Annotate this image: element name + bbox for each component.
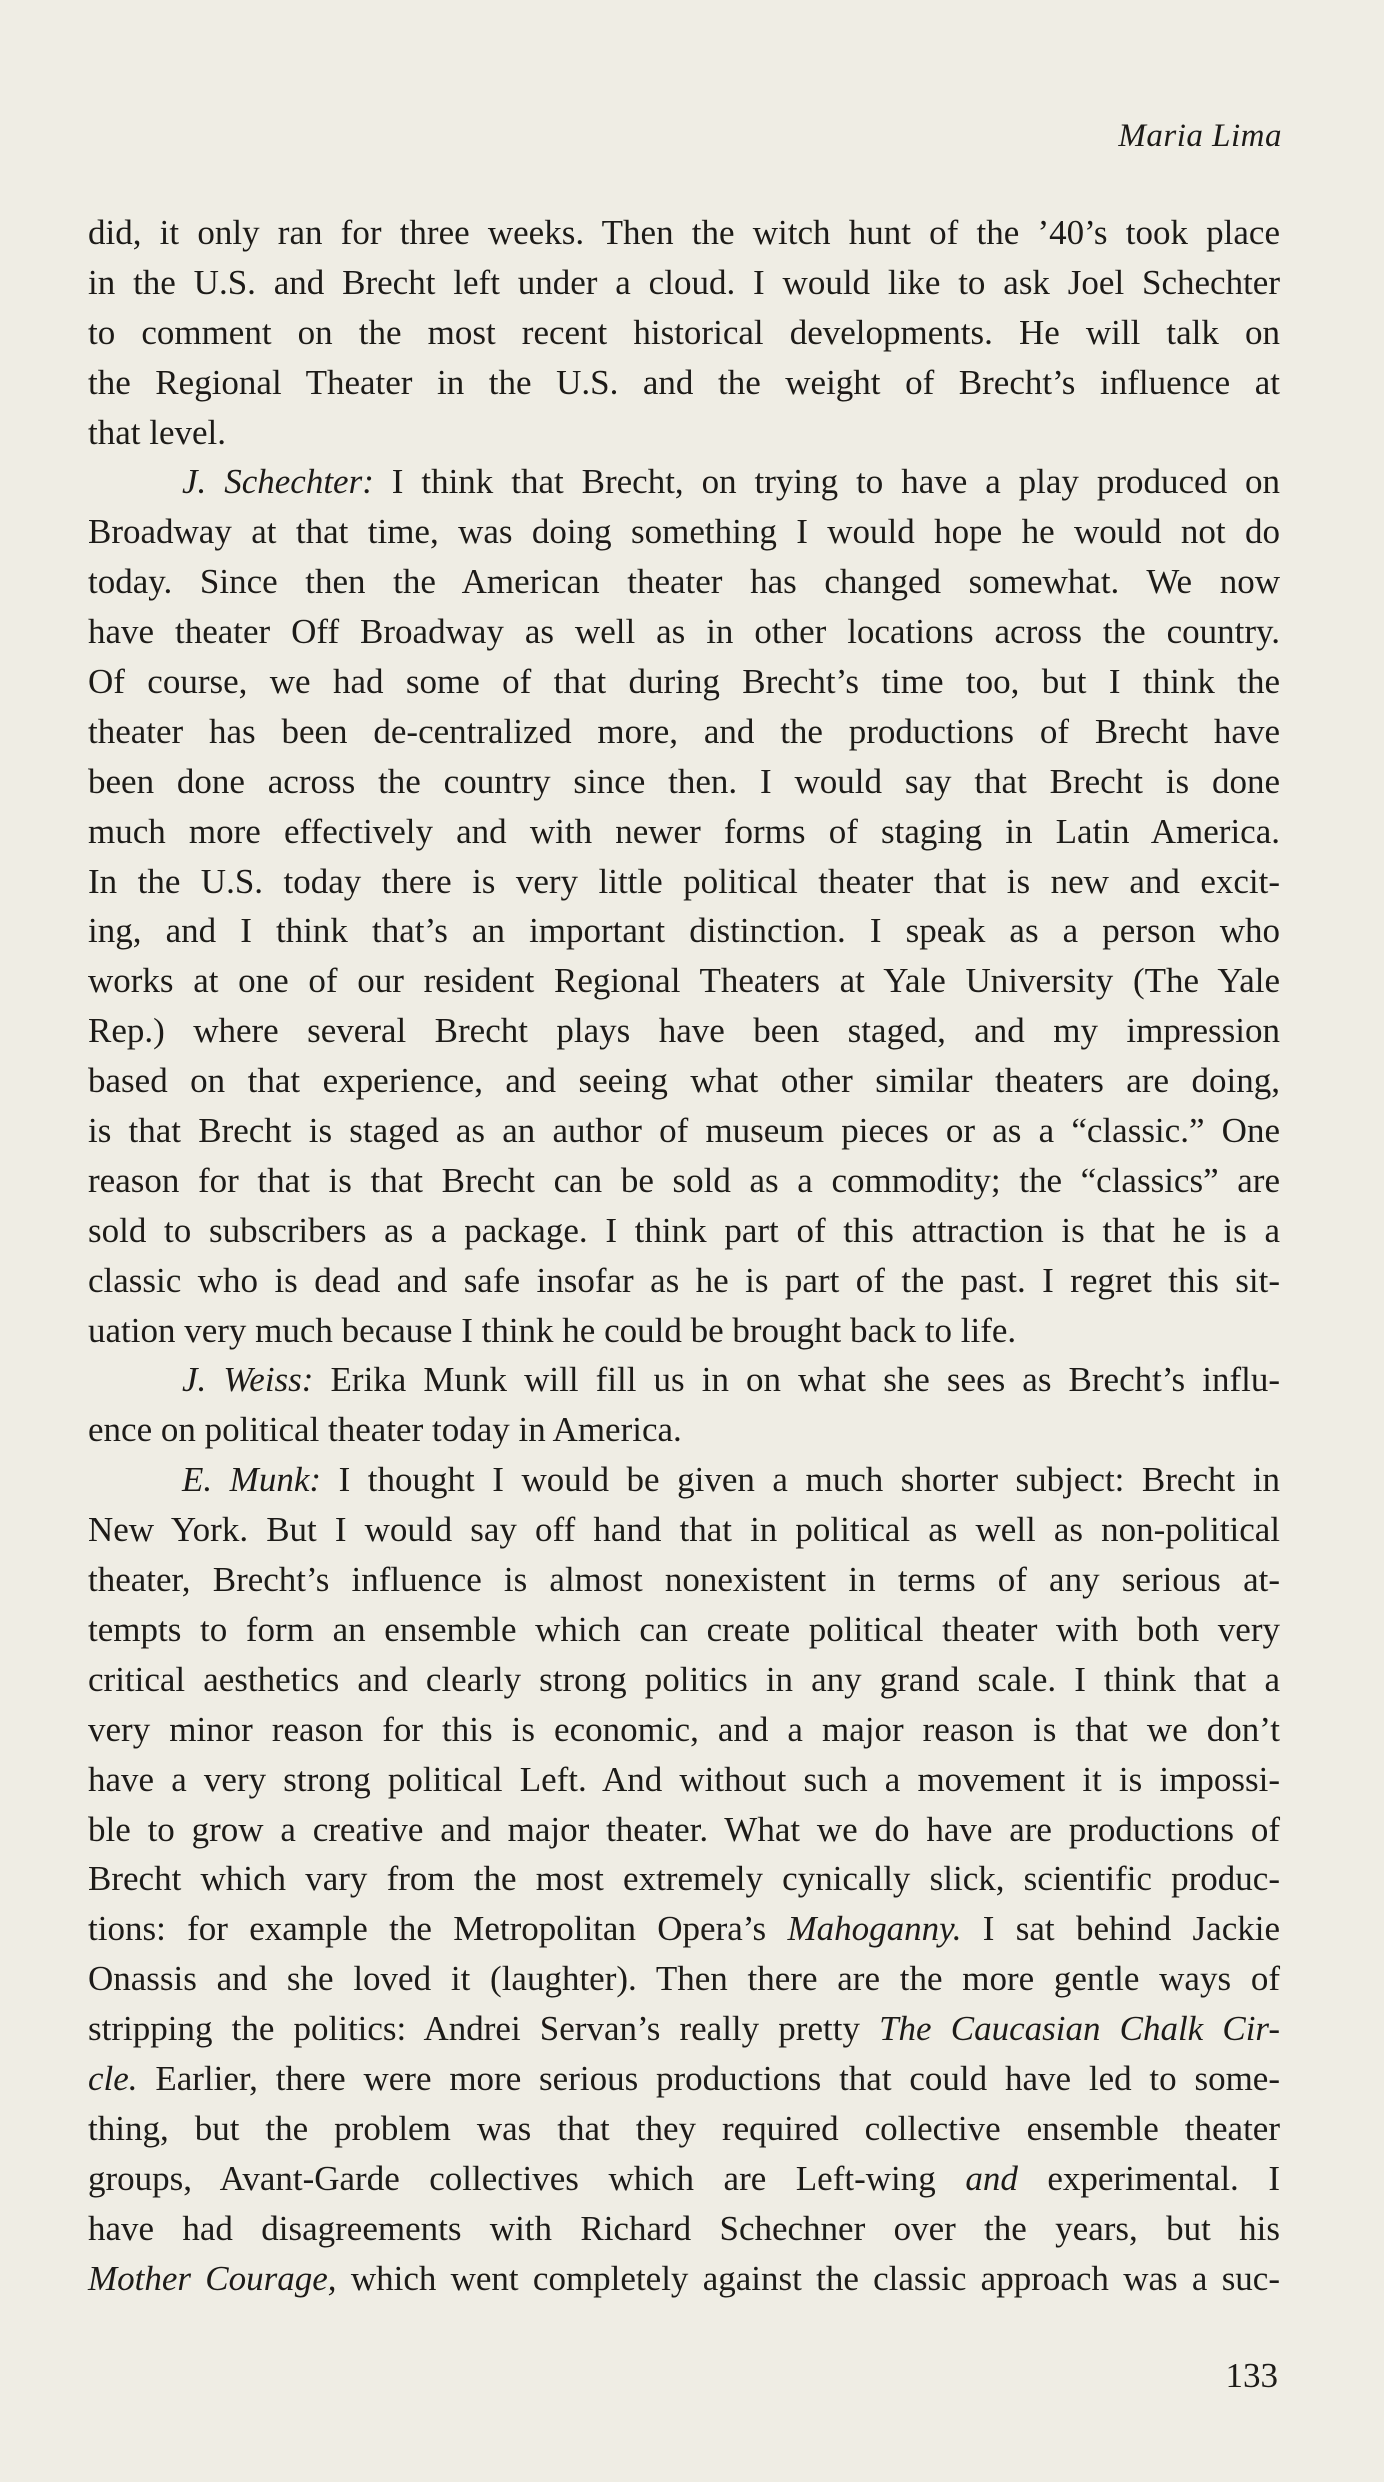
text-segment: in the U.S. and Brecht left under a cloud. I would like to ask Joel Schechter [88, 262, 1280, 302]
text-line [88, 557, 1280, 607]
text-line [88, 1306, 1280, 1356]
text-segment: that level. [88, 412, 227, 452]
text-segment: I thought I would be given a much shorter subject: Brecht in [321, 1460, 1280, 1500]
text-line [88, 1355, 1280, 1405]
text-line [88, 1056, 1280, 1106]
italic-text: J. Schechter: [182, 462, 374, 502]
text-line [88, 1006, 1280, 1056]
text-segment: have theater Off Broadway as well as in other locations across the country. [88, 612, 1280, 652]
text-segment: ing, and I think that’s an important distinction. I speak as a person who [88, 911, 1280, 951]
text-line [88, 1206, 1280, 1256]
text-line [88, 2054, 1280, 2104]
text-line [88, 1106, 1280, 1156]
text-segment: did, it only ran for three weeks. Then the witch hunt of the ’40’s took place [88, 213, 1280, 252]
text-line [88, 308, 1280, 358]
text-segment: today. Since then the American theater has changed somewhat. We now [88, 562, 1280, 602]
text-segment: ence on political theater today in America. [88, 1410, 682, 1450]
text-line [88, 1455, 1280, 1505]
text-segment: Broadway at that time, was doing something I would hope he would not do [88, 512, 1280, 552]
text-segment: classic who is dead and safe insofar as he is part of the past. I regret this sit- [88, 1260, 1280, 1300]
text-line [88, 258, 1280, 308]
text-line [88, 906, 1280, 956]
text-segment: In the U.S. today there is very little political theater that is new and excit- [88, 861, 1280, 901]
page-number: 133 [1225, 2356, 1278, 2395]
text-line [88, 1655, 1280, 1705]
text-segment: which went completely against the classic approach was a suc- [336, 2258, 1281, 2298]
italic-text: Mahoganny. [787, 1909, 962, 1949]
text-segment: Erika Munk will fill us in on what she sees as Brecht’s influ- [313, 1360, 1280, 1400]
text-line [88, 707, 1280, 757]
text-line [88, 1854, 1280, 1904]
text-segment: have had disagreements with Richard Schechner over the years, but his [88, 2208, 1280, 2248]
text-segment: theater has been de-centralized more, and the productions of Brecht have [88, 711, 1280, 751]
text-segment: stripping the politics: Andrei Servan’s really pretty [88, 2009, 880, 2049]
text-segment: sold to subscribers as a package. I think part of this attraction is that he is a [88, 1210, 1280, 1250]
text-line [88, 1256, 1280, 1306]
text-line [88, 857, 1280, 907]
running-head: Maria Lima [1118, 118, 1282, 154]
text-line [88, 1904, 1280, 1954]
italic-text: cle. [88, 2058, 138, 2098]
text-segment: much more effectively and with newer forms of staging in Latin America. [88, 811, 1280, 851]
text-line [88, 507, 1280, 557]
text-segment: Rep.) where several Brecht plays have been staged, and my impression [88, 1011, 1280, 1051]
text-segment: New York. But I would say off hand that in political as well as non-political [88, 1510, 1280, 1550]
text-segment: to comment on the most recent historical developments. He will talk on [88, 312, 1280, 352]
text-segment: have a very strong political Left. And without such a movement it is impossi- [88, 1759, 1280, 1799]
text-segment: Earlier, there were more serious productions that could have led to some- [137, 2058, 1280, 2098]
text-line [88, 1505, 1280, 1555]
text-segment: works at one of our resident Regional Theaters at Yale University (The Yale [88, 961, 1280, 1001]
text-segment: very minor reason for this is economic, and a major reason is that we don’t [88, 1709, 1280, 1749]
text-segment: groups, Avant-Garde collectives which are Left-wing [88, 2158, 966, 2198]
text-line [88, 1954, 1280, 2004]
text-line [88, 1705, 1280, 1755]
text-segment: tions: for example the Metropolitan Opera’s [88, 1909, 788, 1949]
text-segment: I sat behind Jackie [961, 1909, 1280, 1949]
text-segment: is that Brecht is staged as an author of museum pieces or as a “classic.” One [88, 1111, 1280, 1151]
text-segment: been done across the country since then. I would say that Brecht is done [88, 761, 1280, 801]
text-segment: Brecht which vary from the most extremely cynically slick, scientific produc- [88, 1859, 1280, 1899]
text-line [88, 1555, 1280, 1605]
text-line [88, 607, 1280, 657]
text-segment: reason for that is that Brecht can be sold as a commodity; the “classics” are [88, 1160, 1280, 1200]
text-line [88, 358, 1280, 408]
text-segment: uation very much because I think he could be brought back to life. [88, 1310, 1017, 1350]
text-line [88, 1405, 1280, 1455]
text-segment: tempts to form an ensemble which can create political theater with both very [88, 1609, 1280, 1649]
text-segment: theater, Brecht’s influence is almost nonexistent in terms of any serious at- [88, 1560, 1280, 1600]
text-segment: the Regional Theater in the U.S. and the weight of Brecht’s influence at [88, 362, 1280, 402]
text-line [88, 2104, 1280, 2154]
text-line [88, 807, 1280, 857]
text-segment: based on that experience, and seeing what other similar theaters are doing, [88, 1061, 1280, 1101]
text-line [88, 757, 1280, 807]
italic-text: Mother Courage, [88, 2258, 337, 2298]
body-text [88, 208, 1280, 2303]
text-segment: Of course, we had some of that during Brecht’s time too, but I think the [88, 662, 1280, 702]
text-line [88, 1156, 1280, 1206]
text-segment: I think that Brecht, on trying to have a play produced on [373, 462, 1280, 502]
text-segment: experimental. I [1017, 2158, 1280, 2198]
text-line [88, 956, 1280, 1006]
text-segment: thing, but the problem was that they required collective ensemble theater [88, 2108, 1280, 2148]
text-line [88, 2204, 1280, 2254]
text-line [88, 208, 1280, 258]
text-line [88, 1755, 1280, 1805]
text-line [88, 457, 1280, 507]
text-line [88, 1605, 1280, 1655]
italic-text: E. Munk: [182, 1460, 322, 1500]
text-segment: Onassis and she loved it (laughter). Then there are the more gentle ways of [88, 1959, 1280, 1999]
text-line [88, 2254, 1280, 2304]
italic-text: The Caucasian Chalk Cir- [879, 2009, 1280, 2049]
text-segment: ble to grow a creative and major theater. What we do have are productions of [88, 1809, 1280, 1849]
text-line [88, 657, 1280, 707]
italic-text: J. Weiss: [182, 1360, 314, 1400]
text-line [88, 1805, 1280, 1855]
text-line [88, 2154, 1280, 2204]
text-segment: critical aesthetics and clearly strong politics in any grand scale. I think that a [88, 1659, 1280, 1699]
italic-text: and [965, 2158, 1018, 2198]
text-line [88, 408, 1280, 458]
text-line [88, 2004, 1280, 2054]
